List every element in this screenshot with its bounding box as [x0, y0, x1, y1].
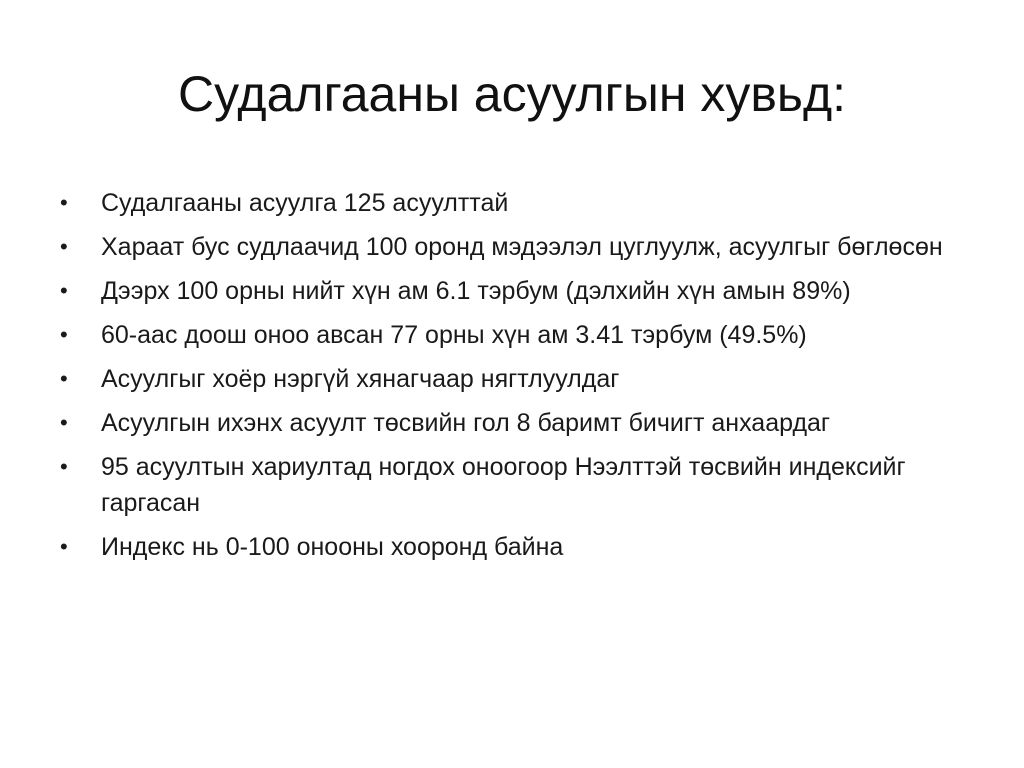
bullet-item — [58, 449, 978, 521]
bullet-marker-icon: • — [60, 234, 68, 259]
bullet-marker-icon: • — [60, 410, 68, 435]
bullet-item — [58, 529, 978, 565]
bullet-text: 60-аас доош оноо авсан 77 орны хүн ам 3.41 тэрбум (49.5%) — [101, 321, 807, 349]
bullet-item — [58, 185, 978, 221]
bullet-text: Асуулгын ихэнх асуулт төсвийн гол 8 баримт бичигт анхаардаг — [101, 409, 831, 437]
bullet-list — [58, 185, 978, 573]
bullet-item — [58, 273, 978, 309]
bullet-text: Судалгааны асуулга 125 асуулттай — [101, 189, 509, 217]
bullet-marker-icon: • — [60, 366, 68, 391]
bullet-text: Асуулгыг хоёр нэргүй хянагчаар нягтлуулдаг — [101, 365, 620, 393]
bullet-marker-icon: • — [60, 190, 68, 215]
bullet-text: Дээрх 100 орны нийт хүн ам 6.1 тэрбум (дэлхийн хүн амын 89%) — [101, 277, 851, 305]
bullet-marker-icon: • — [60, 534, 68, 559]
slide-title: Судалгааны асуулгын хувьд: — [177, 66, 847, 122]
bullet-item — [58, 405, 978, 441]
bullet-item — [58, 229, 978, 265]
bullet-marker-icon: • — [60, 454, 68, 479]
bullet-item — [58, 317, 978, 353]
bullet-marker-icon: • — [60, 322, 68, 347]
bullet-item — [58, 361, 978, 397]
bullet-marker-icon: • — [60, 278, 68, 303]
bullet-text: 95 асуултын хариултад ногдох оноогоор Нээлттэй төсвийн индексийг гаргасан — [101, 453, 906, 517]
bullet-text: Индекс нь 0-100 онооны хооронд байна — [101, 533, 564, 561]
bullet-text: Хараат бус судлаачид 100 оронд мэдээлэл цуглуулж, асуулгыг бөглөсөн — [101, 233, 943, 261]
